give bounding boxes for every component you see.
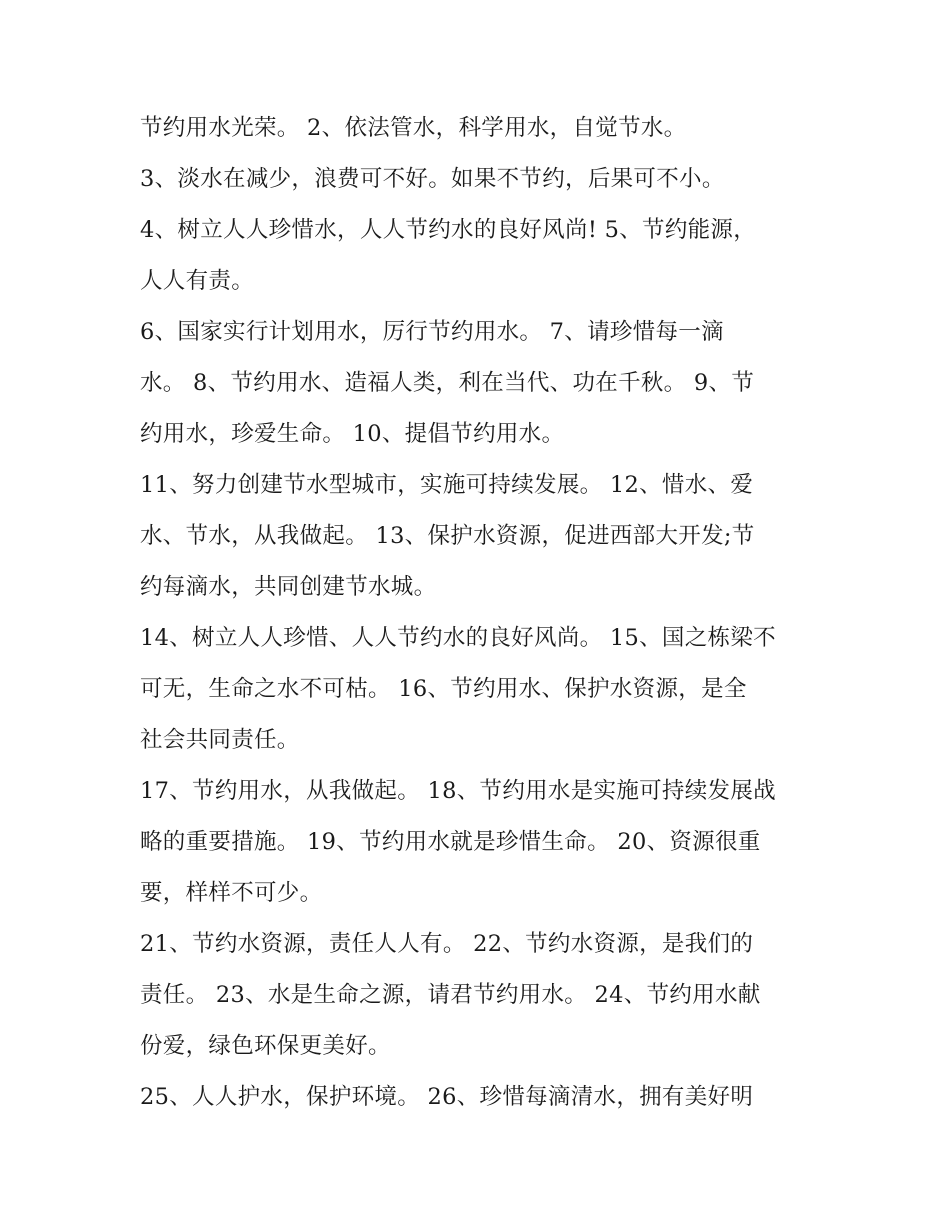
text-line-1: 节约用水光荣。 2、依法管水，科学用水，自觉节水。 xyxy=(140,115,687,141)
text-line-11: 14、树立人人珍惜、人人节约水的良好风尚。 15、国之栋梁不 xyxy=(140,625,776,651)
text-line-2: 3、淡水在减少，浪费可不好。如果不节约，后果可不小。 xyxy=(140,166,725,192)
text-line-10: 约每滴水，共同创建节水城。 xyxy=(140,574,437,600)
text-line-13: 社会共同责任。 xyxy=(140,727,300,753)
text-line-14: 17、节约用水，从我做起。 18、节约用水是实施可持续发展战 xyxy=(140,778,776,804)
text-line-7: 约用水，珍爱生命。 10、提倡节约用水。 xyxy=(140,421,565,447)
text-line-16: 要，样样不可少。 xyxy=(140,880,323,906)
text-line-19: 份爱，绿色环保更美好。 xyxy=(140,1033,391,1059)
text-line-20: 25、人人护水，保护环境。 26、珍惜每滴清水，拥有美好明 xyxy=(140,1084,754,1110)
text-line-8: 11、努力创建节水型城市，实施可持续发展。 12、惜水、爱 xyxy=(140,472,754,498)
text-line-6: 水。 8、节约用水、造福人类，利在当代、功在千秋。 9、节 xyxy=(140,370,755,396)
text-line-4: 人人有责。 xyxy=(140,268,255,294)
text-line-5: 6、国家实行计划用水，厉行节约用水。 7、请珍惜每一滴 xyxy=(140,319,724,345)
text-line-18: 责任。 23、水是生命之源，请君节约用水。 24、节约用水献 xyxy=(140,982,761,1008)
text-line-15: 略的重要措施。 19、节约用水就是珍惜生命。 20、资源很重 xyxy=(140,829,761,855)
text-line-12: 可无，生命之水不可枯。 16、节约用水、保护水资源，是全 xyxy=(140,676,747,702)
text-line-9: 水、节水，从我做起。 13、保护水资源，促进西部大开发;节 xyxy=(140,523,755,549)
text-line-17: 21、节约水资源，责任人人有。 22、节约水资源，是我们的 xyxy=(140,931,754,957)
text-line-3: 4、树立人人珍惜水，人人节约水的良好风尚! 5、节约能源， xyxy=(140,217,757,243)
